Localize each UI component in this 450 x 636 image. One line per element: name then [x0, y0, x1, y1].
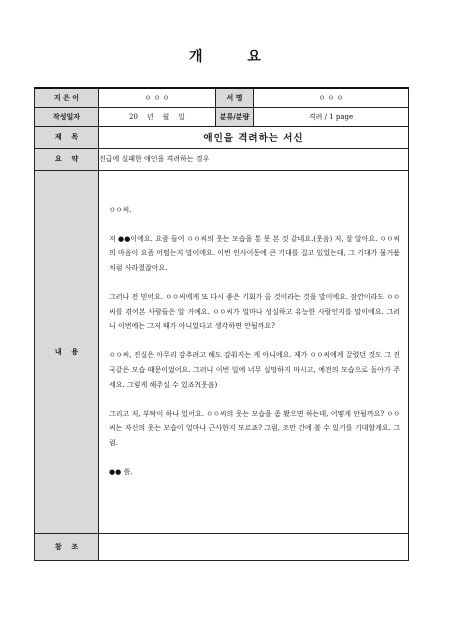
letter-body: [99, 170, 409, 533]
content-row: [35, 170, 409, 533]
reference-label: 참 조: [35, 533, 99, 560]
author-label: 지 은 이: [35, 88, 99, 107]
reference-value: [99, 533, 409, 560]
date-value: 20 년 월 일: [99, 107, 216, 126]
document-table: [34, 87, 409, 561]
page-title: 개 요: [189, 49, 281, 65]
letter-signoff: ●● 씀.: [109, 468, 133, 477]
date-label: 작성일자: [35, 107, 99, 126]
subject-label: 제 목: [35, 126, 99, 148]
category-label: 분류/분량: [216, 107, 254, 126]
sign-value: ㅇ ㅇ ㅇ: [254, 88, 409, 107]
letter-paragraph-4: 그리고 저, 부탁이 하나 있어요. ㅇㅇ씨의 웃는 모습을 좀 봤으면 하는데, 어떻게 안될까요? ㅇㅇ씨는 자신의 웃는 모습이 얼마나 근사한지 모르죠? 그럼, 조만 간에 볼 수 있기를 기대할게요. 그럼.: [109, 409, 400, 447]
summary-label: 요 약: [35, 148, 99, 170]
date-row: [35, 107, 409, 126]
letter-paragraph-1: 저 ●●이에요. 요즘 들어 ㅇㅇ씨의 웃는 모습을 통 못 본 것 같네요.(웃음) 저, 잘 알아요. ㅇㅇ씨의 마음이 요즘 어떨는지 말이에요. 이번 인사이동에 큰 기대를 걸고 있었는데, 그 기대가 물거품처럼 사라졌잖아요.: [109, 234, 400, 272]
category-value: 격려 / 1 page: [254, 107, 409, 126]
content-label: 내 용: [35, 170, 99, 533]
summary-row: [35, 148, 409, 170]
letter-paragraph-3: ㅇㅇ씨, 진실은 아무리 감추려고 해도 감춰지는 게 아니에요. 제가 ㅇㅇ씨에게 끌렸던 것도 그 진국같은 모습 때문이었어요. 그러니 이번 일에 너무 실망하지 마시고, 예전의 모습으로 돌아가 주세요. 그렇게 해주실 수 있죠?(웃음): [109, 351, 400, 389]
letter-paragraph-2: 그러나 전 믿어요. ㅇㅇ씨에게 또 다시 좋은 기회가 올 것이라는 것을 말이에요. 잠깐이라도 ㅇㅇ씨를 겪어본 사람들은 알 거예요. ㅇㅇ씨가 얼마나 성실하고 유능한 사람인지를 말이에요. 그러니 이번에는 그저 때가 아니었다고 생각하면 안될까요?: [109, 293, 400, 331]
summary-value: 진급에 실패한 애인을 격려하는 경우: [99, 148, 409, 170]
reference-row: [35, 533, 409, 560]
sign-label: 서 명: [216, 88, 254, 107]
subject-value: 애인을 격려하는 서신: [99, 126, 409, 148]
author-value: ㅇ ㅇ ㅇ: [99, 88, 216, 107]
subject-row: [35, 126, 409, 148]
letter-greeting: ㅇㅇ씨.: [109, 205, 132, 214]
author-row: [35, 88, 409, 107]
